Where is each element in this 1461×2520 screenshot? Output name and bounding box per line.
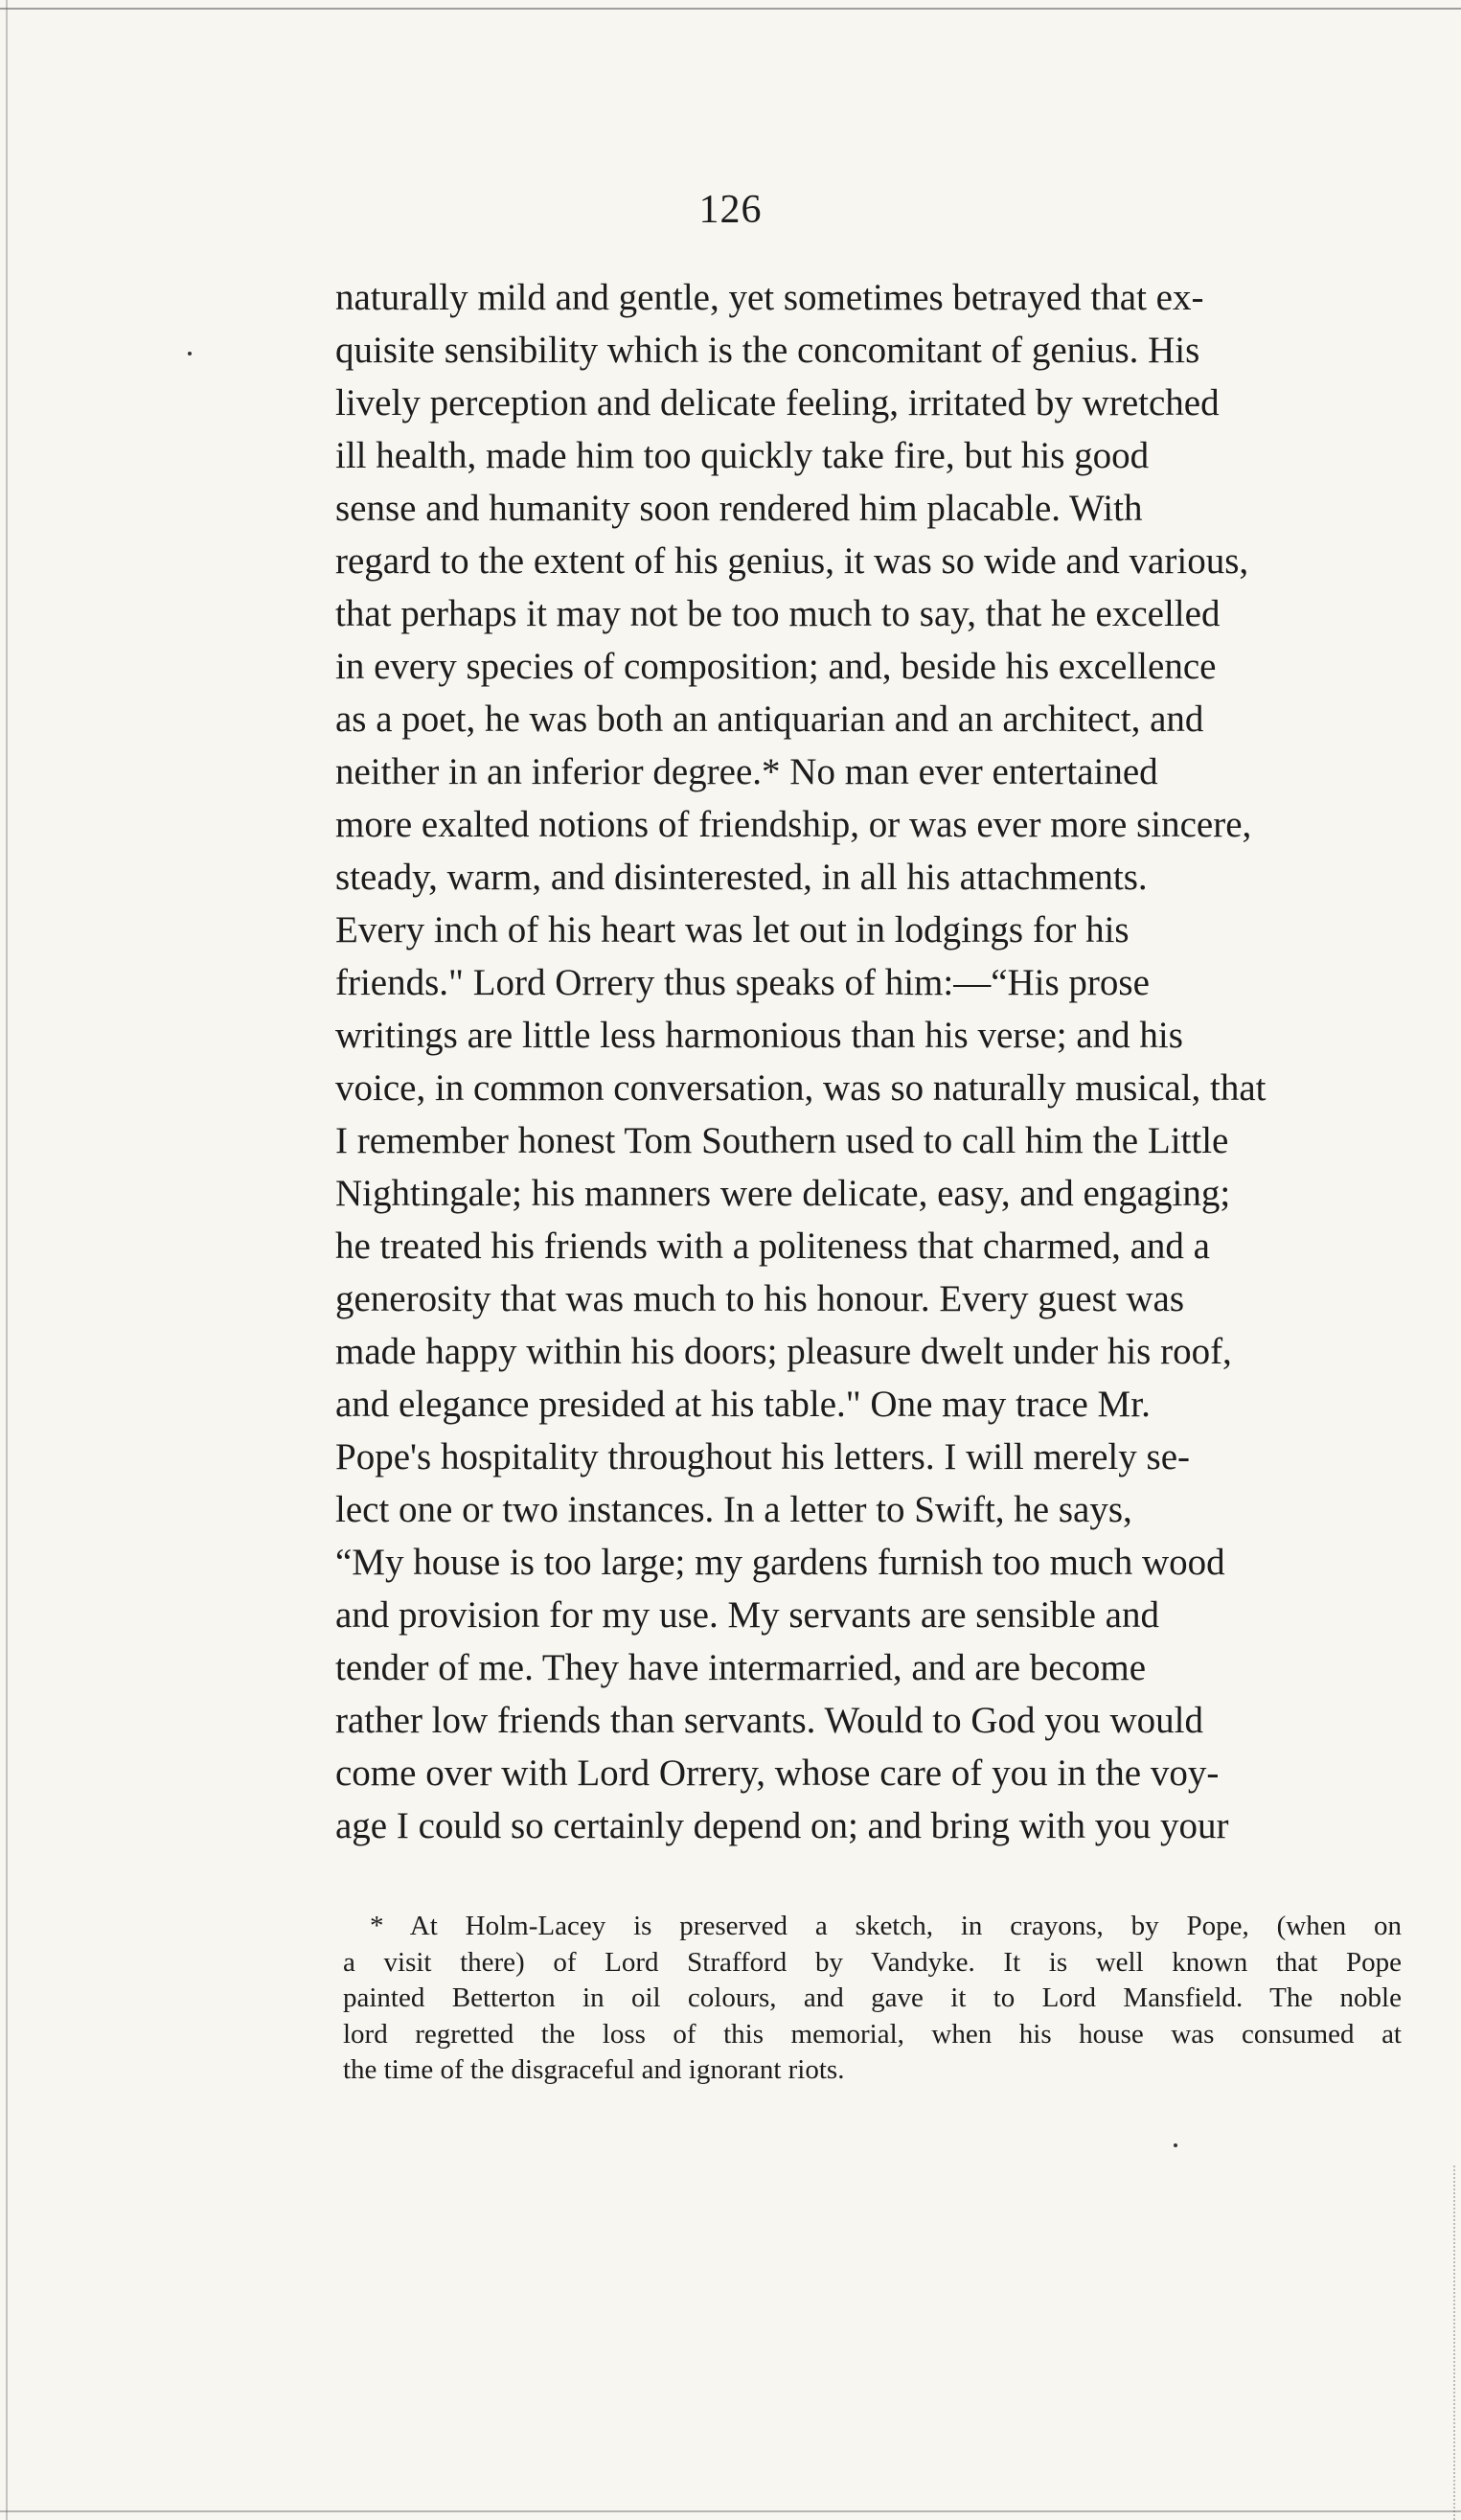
body-line: more exalted notions of friendship, or was ever more sincere, — [335, 804, 1252, 845]
footnote-line: lord regretted the loss of this memorial, when his house was consumed at — [343, 2018, 1402, 2050]
body-line: friends." Lord Orrery thus speaks of him:—“His prose — [335, 962, 1150, 1003]
footnote-line: * At Holm-Lacey is preserved a sketch, in crayons, by Pope, (when on — [370, 1911, 1402, 1941]
body-line: that perhaps it may not be too much to say, that he excelled — [335, 593, 1221, 634]
footnote-line: a visit there) of Lord Strafford by Vandyke. It is well known that Pope — [343, 1946, 1402, 1978]
body-text — [335, 271, 1399, 1852]
page-edge-bottom — [0, 2510, 1461, 2520]
body-line: Every inch of his heart was let out in lodgings for his — [335, 909, 1130, 951]
body-line: and provision for my use. My servants are sensible and — [335, 1594, 1159, 1636]
footnote-line: the time of the disgraceful and ignorant riots. — [343, 2054, 845, 2085]
body-line: “My house is too large; my gardens furnish too much wood — [335, 1542, 1225, 1583]
body-line: tender of me. They have intermarried, and are become — [335, 1647, 1147, 1688]
body-line: lect one or two instances. In a letter to Swift, he says, — [335, 1489, 1132, 1530]
footnote-line: painted Betterton in oil colours, and gave it to Lord Mansfield. The noble — [343, 1982, 1402, 2013]
body-line: made happy within his doors; pleasure dwelt under his roof, — [335, 1331, 1232, 1372]
page-edge-left — [0, 0, 8, 2520]
body-line: regard to the extent of his genius, it was so wide and various, — [335, 540, 1249, 582]
ink-speck — [188, 352, 192, 355]
body-line: I remember honest Tom Southern used to call him the Little — [335, 1120, 1229, 1161]
body-line: rather low friends than servants. Would to God you would — [335, 1700, 1203, 1741]
body-line: as a poet, he was both an antiquarian and an architect, and — [335, 699, 1204, 740]
body-line: steady, warm, and disinterested, in all his attachments. — [335, 857, 1148, 898]
body-line: Pope's hospitality throughout his letters. I will merely se- — [335, 1436, 1190, 1478]
body-line: he treated his friends with a politeness that charmed, and a — [335, 1226, 1210, 1267]
page-edge-right — [1453, 2165, 1461, 2520]
body-line: and elegance presided at his table." One may trace Mr. — [335, 1384, 1151, 1425]
body-line: come over with Lord Orrery, whose care of you in the voy- — [335, 1753, 1220, 1794]
body-line: generosity that was much to his honour. Every guest was — [335, 1278, 1185, 1319]
body-line: sense and humanity soon rendered him placable. With — [335, 488, 1143, 529]
body-line: lively perception and delicate feeling, irritated by wretched — [335, 382, 1220, 424]
footnote — [343, 1909, 1402, 2089]
body-line: age I could so certainly depend on; and bring with you your — [335, 1805, 1229, 1846]
body-line: neither in an inferior degree.* No man ever entertained — [335, 751, 1158, 792]
body-line: naturally mild and gentle, yet sometimes betrayed that ex- — [335, 277, 1204, 318]
body-line: in every species of composition; and, beside his excellence — [335, 646, 1217, 687]
ink-speck — [1174, 2143, 1177, 2147]
body-line: quisite sensibility which is the concomitant of genius. His — [335, 330, 1200, 371]
body-line: writings are little less harmonious than his verse; and his — [335, 1015, 1183, 1056]
body-line: ill health, made him too quickly take fire, but his good — [335, 435, 1150, 476]
body-line: Nightingale; his manners were delicate, easy, and engaging; — [335, 1173, 1231, 1214]
page-edge-top — [0, 0, 1461, 10]
body-line: voice, in common conversation, was so naturally musical, that — [335, 1067, 1267, 1109]
page-number: 126 — [698, 188, 763, 232]
